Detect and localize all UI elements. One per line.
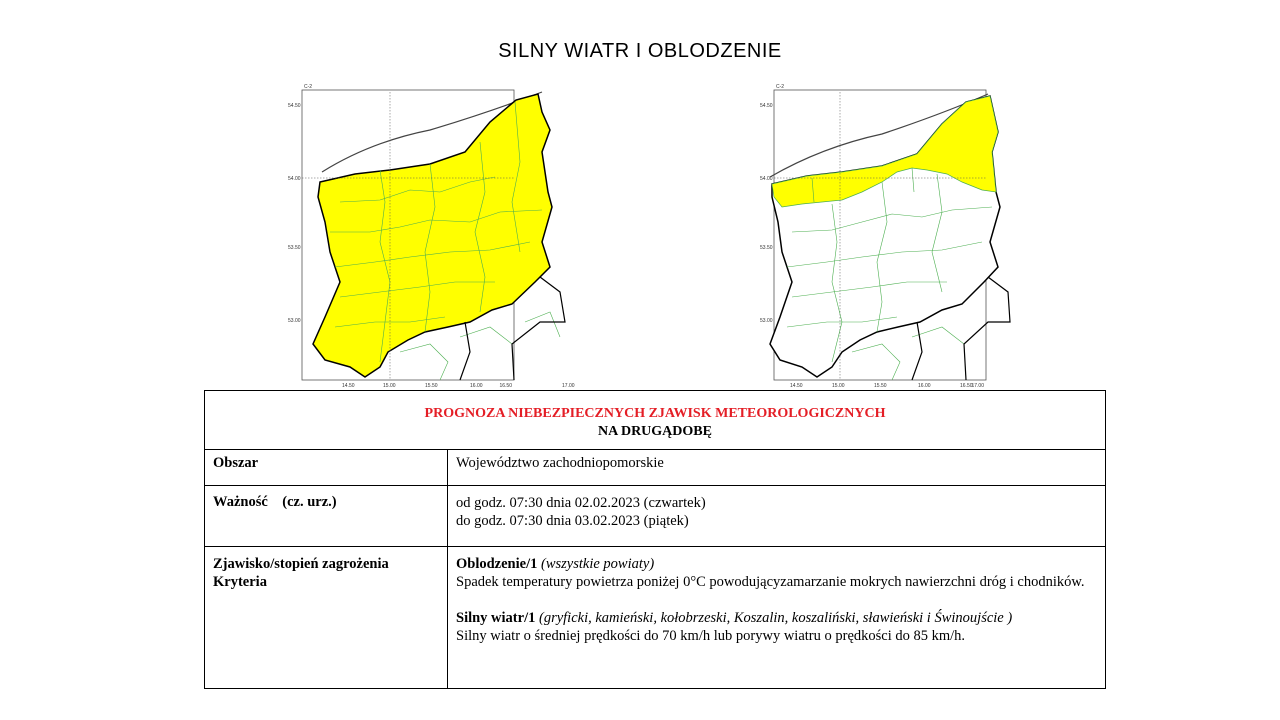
wind-title: Silny wiatr/1 xyxy=(456,610,536,626)
lon-tick: 14.50 xyxy=(342,383,355,389)
table-row xyxy=(205,547,1106,689)
lat-tick: 54.00 xyxy=(288,176,301,182)
lat-tick: 53.00 xyxy=(288,318,301,324)
phenomenon-label-cell xyxy=(205,547,448,689)
phenomenon-label: Zjawisko/stopień zagrożenia xyxy=(213,556,389,572)
heading-line-2: NA DRUGĄDOBĘ xyxy=(598,424,712,439)
validity-label: Ważność (cz. urz.) xyxy=(205,486,448,547)
lon-tick: 16.00 xyxy=(470,383,483,389)
table-heading xyxy=(205,391,1106,450)
lon-tick: 15.00 xyxy=(383,383,396,389)
validity-value xyxy=(448,486,1106,547)
icing-warning-map xyxy=(280,82,575,392)
table-row xyxy=(205,486,1106,547)
lat-tick: 54.00 xyxy=(760,176,773,182)
lon-tick: 15.50 xyxy=(874,383,887,389)
area-value: Województwo zachodniopomorskie xyxy=(448,450,1106,486)
lon-tick: 17.00 xyxy=(562,383,575,389)
region-fill xyxy=(313,94,552,377)
lat-tick: 53.50 xyxy=(760,245,773,251)
wind-warning-map xyxy=(752,82,992,392)
lon-tick: 14.50 xyxy=(790,383,803,389)
grid-label: C-2 xyxy=(776,84,785,90)
lat-tick: 53.00 xyxy=(760,318,773,324)
lon-tick: 15.00 xyxy=(832,383,845,389)
icing-title: Oblodzenie/1 xyxy=(456,556,538,572)
wind-scope: (gryficki, kamieński, kołobrzeski, Koszalin, koszaliński, sławieński i Świnoujście ) xyxy=(538,610,1013,626)
lat-tick: 54.50 xyxy=(760,103,773,109)
icing-scope: (wszystkie powiaty) xyxy=(541,556,655,572)
lon-tick: 16.50 xyxy=(499,383,512,389)
lat-tick: 54.50 xyxy=(288,103,301,109)
phenomenon-details xyxy=(448,547,1106,689)
slide-title: SILNY WIATR I OBLODZENIE xyxy=(498,40,782,62)
lon-tick: 16.50 xyxy=(960,383,973,389)
lon-tick: 15.50 xyxy=(425,383,438,389)
wind-text: Silny wiatr o średniej prędkości do 70 km/h lub porywy wiatru o prędkości do 85 km/h. xyxy=(456,628,966,644)
validity-to: do godz. 07:30 dnia 03.02.2023 (piątek) xyxy=(456,513,689,529)
table-row xyxy=(205,450,1106,486)
lat-tick: 53.50 xyxy=(288,245,301,251)
warning-table xyxy=(204,390,1106,689)
criteria-label: Kryteria xyxy=(213,574,267,590)
lon-tick: 16.00 xyxy=(918,383,931,389)
grid-label: C-2 xyxy=(304,84,313,90)
lon-tick: 17.00 xyxy=(971,383,984,389)
heading-line-1: PROGNOZA NIEBEZPIECZNYCH ZJAWISK METEOROLOGICZNYCH xyxy=(424,406,886,421)
validity-from: od godz. 07:30 dnia 02.02.2023 (czwartek) xyxy=(456,495,706,511)
area-label: Obszar xyxy=(205,450,448,486)
icing-text: Spadek temperatury powietrza poniżej 0°C powodującyzamarzanie mokrych nawierzchni dróg i chodników. xyxy=(456,574,1085,590)
